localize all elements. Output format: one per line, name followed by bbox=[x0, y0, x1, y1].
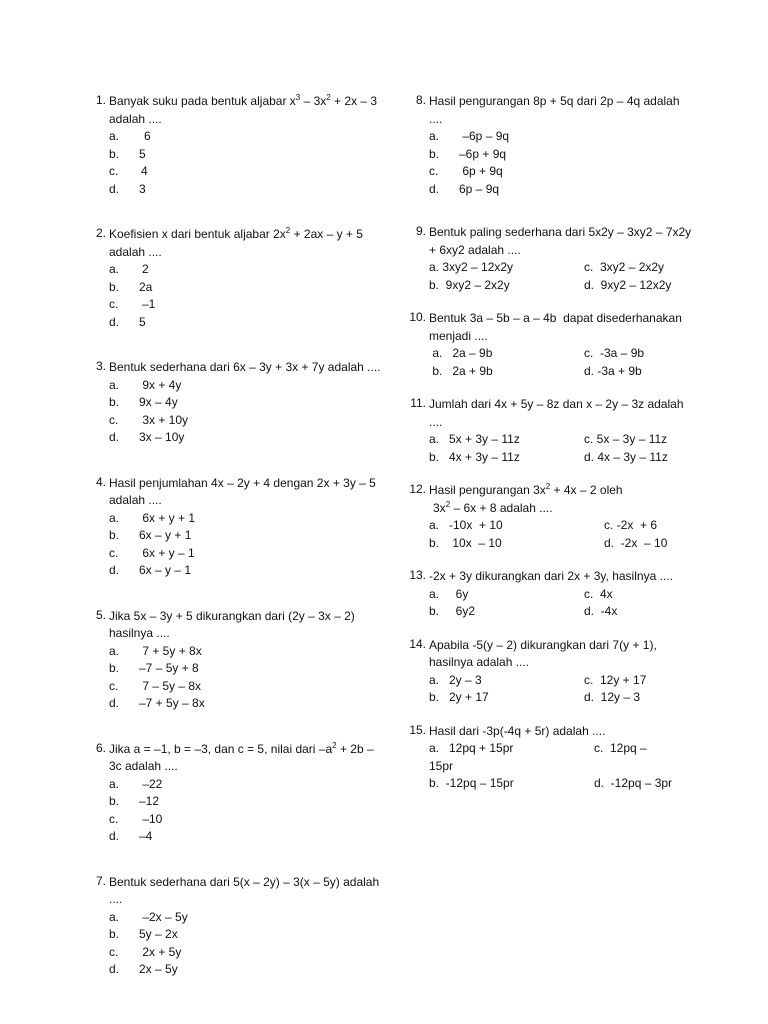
question-11 bbox=[404, 396, 694, 466]
option-b: b. –12 bbox=[109, 794, 160, 808]
option-c: c. –1 bbox=[109, 297, 156, 311]
question-text: -2x + 3y dikurangkan dari 2x + 3y, hasilnya .... bbox=[429, 569, 673, 583]
option-d: d. -12pq – 3pr bbox=[594, 776, 673, 790]
question-text: Hasil penjumlahan 4x – 2y + 4 dengan 2x + 3y – 5 adalah .... bbox=[109, 475, 376, 507]
option-a: a. 2a – 9b bbox=[429, 346, 493, 360]
question-number: 8. bbox=[415, 93, 426, 107]
question-text: Bentuk paling sederhana dari 5x2y – 3xy2 – 7x2y + 6xy2 adalah .... bbox=[429, 225, 692, 257]
answer-options bbox=[429, 740, 694, 758]
right-column bbox=[404, 93, 694, 793]
answer-options-2 bbox=[429, 775, 694, 793]
question-number: 3. bbox=[95, 359, 106, 373]
option-a: a. 5x + 3y – 11z bbox=[429, 432, 520, 446]
option-d: d. -2x – 10 bbox=[604, 535, 668, 550]
question-text: Jumlah dari 4x + 5y – 8z dan x – 2y – 3z adalah .... bbox=[429, 397, 684, 429]
option-c: c. 12y + 17 bbox=[584, 672, 647, 687]
option-c: c. 7 – 5y – 8x bbox=[109, 678, 202, 693]
question-text: Hasil pengurangan $3x^2 + 4x - 2$ oleh $3x^2 - 6x + 8$ adalah .... bbox=[429, 482, 623, 515]
option-b: b. -12pq – 15pr bbox=[429, 776, 514, 790]
answer-options bbox=[429, 672, 694, 707]
option-a: a. –6p – 9q bbox=[429, 129, 510, 143]
option-d: d. 6x – y – 1 bbox=[109, 563, 192, 577]
answer-options bbox=[109, 261, 384, 331]
left-column bbox=[84, 93, 384, 979]
option-a: a. 2y – 3 bbox=[429, 672, 482, 687]
question-number: 14. bbox=[409, 636, 426, 651]
answer-options bbox=[109, 377, 384, 447]
option-c: c. 4x bbox=[584, 586, 613, 601]
question-15 bbox=[404, 723, 694, 793]
question-text: Hasil pengurangan 8p + 5q dari 2p – 4q adalah .... bbox=[429, 94, 680, 126]
option-d: d. 3x – 10y bbox=[109, 430, 185, 444]
answer-options bbox=[109, 510, 384, 580]
question-8 bbox=[404, 93, 694, 198]
question-number: 13. bbox=[409, 568, 426, 582]
question-number: 1. bbox=[95, 93, 106, 107]
option-d: d. 5 bbox=[109, 314, 146, 329]
question-text: Banyak suku pada bentuk aljabar $x^3 - 3x^2 + 2x - 3$ adalah .... bbox=[109, 93, 378, 126]
option-d: d. 6p – 9q bbox=[429, 181, 500, 196]
question-number: 11. bbox=[410, 396, 426, 410]
option-d: d. -4x bbox=[584, 604, 618, 618]
answer-options bbox=[109, 128, 384, 198]
option-d: d. 4x – 3y – 11z bbox=[584, 449, 668, 464]
question-text: Koefisien x dari bentuk aljabar $2x^2 + 2ax - y + 5$ adalah .... bbox=[109, 226, 363, 259]
option-b: b. 10x – 10 bbox=[429, 535, 502, 550]
answer-options bbox=[429, 345, 694, 380]
option-c: c. -2x + 6 bbox=[604, 518, 658, 532]
option-b: b. 2a bbox=[109, 279, 153, 294]
option-a: a. –2x – 5y bbox=[109, 909, 188, 924]
question-7 bbox=[84, 874, 384, 979]
question-text: Jika a = –1, b = –3, dan c = 5, nilai dari $-a^2 + 2b - 3c$ adalah .... bbox=[109, 740, 374, 773]
option-a: a. 7 + 5y + 8x bbox=[109, 643, 202, 658]
option-a: a. 9x + 4y bbox=[109, 377, 182, 392]
question-text: Bentuk sederhana dari 6x – 3y + 3x + 7y adalah .... bbox=[109, 360, 381, 374]
option-a: a. 2 bbox=[109, 262, 149, 276]
option-b: b. 5 bbox=[109, 146, 146, 161]
option-c: c. 6p + 9q bbox=[429, 164, 503, 178]
answer-options bbox=[109, 909, 384, 979]
option-c: c. -3a – 9b bbox=[584, 346, 645, 360]
option-c: c. 12pq – bbox=[594, 741, 647, 755]
question-number: 2. bbox=[95, 226, 106, 240]
question-number: 7. bbox=[95, 873, 106, 888]
option-d: d. -3a + 9b bbox=[584, 363, 642, 378]
answer-options bbox=[429, 431, 694, 466]
question-13 bbox=[404, 568, 694, 621]
answer-options bbox=[429, 128, 694, 198]
option-c-continued: 15pr bbox=[429, 758, 454, 773]
option-c: c. 3xy2 – 2x2y bbox=[584, 260, 665, 274]
answer-options bbox=[109, 776, 384, 846]
option-d: d. 12y – 3 bbox=[584, 690, 641, 704]
option-d: d. –4 bbox=[109, 829, 153, 843]
option-c: c. –10 bbox=[109, 811, 163, 826]
option-b: b. 6x – y + 1 bbox=[109, 528, 192, 542]
option-a: a. 6x + y + 1 bbox=[109, 510, 196, 525]
option-a: a. 6y bbox=[429, 586, 469, 601]
option-b: b. 9x – 4y bbox=[109, 395, 178, 409]
question-text: Bentuk sederhana dari 5(x – 2y) – 3(x – 5y) adalah .... bbox=[109, 874, 380, 906]
option-c: c. 3x + 10y bbox=[109, 412, 189, 427]
option-d: d. 9xy2 – 12x2y bbox=[584, 277, 672, 292]
option-a: a. 6 bbox=[109, 129, 151, 143]
option-a: a. -10x + 10 bbox=[429, 518, 503, 532]
question-number: 10. bbox=[409, 310, 426, 324]
question-number: 6. bbox=[95, 740, 106, 755]
option-d: d. 2x – 5y bbox=[109, 962, 178, 976]
question-12 bbox=[404, 482, 694, 552]
question-text: Hasil dari -3p(-4q + 5r) adalah .... bbox=[429, 723, 606, 738]
option-c: c. 5x – 3y – 11z bbox=[584, 432, 668, 446]
option-d: d. –7 + 5y – 8x bbox=[109, 696, 205, 710]
option-b: b. 4x + 3y – 11z bbox=[429, 449, 520, 464]
answer-options bbox=[429, 517, 694, 552]
option-a: a. 12pq + 15pr bbox=[429, 741, 514, 755]
option-b: b. 2a + 9b bbox=[429, 363, 493, 378]
answer-options bbox=[109, 643, 384, 713]
question-text: Apabila -5(y – 2) dikurangkan dari 7(y + 1), hasilnya adalah .... bbox=[429, 637, 657, 669]
question-number: 4. bbox=[95, 474, 106, 489]
question-14 bbox=[404, 637, 694, 707]
option-a: a. –22 bbox=[109, 776, 163, 791]
question-6 bbox=[84, 741, 384, 846]
option-b: b. –6p + 9q bbox=[429, 146, 507, 161]
option-c: c. 4 bbox=[109, 164, 148, 178]
option-a: a. 3xy2 – 12x2y bbox=[429, 260, 514, 274]
option-c: c. 2x + 5y bbox=[109, 944, 182, 959]
question-number: 5. bbox=[95, 607, 106, 622]
question-2 bbox=[84, 226, 384, 331]
answer-options bbox=[429, 586, 694, 621]
question-3 bbox=[84, 359, 384, 447]
answer-options bbox=[429, 259, 694, 294]
question-text: Jika 5x – 3y + 5 dikurangkan dari (2y – 3x – 2) hasilnya .... bbox=[109, 608, 355, 640]
question-number: 12. bbox=[409, 482, 426, 496]
question-number: 9. bbox=[415, 224, 426, 238]
question-4 bbox=[84, 475, 384, 580]
option-d: d. 3 bbox=[109, 181, 146, 196]
question-9 bbox=[404, 224, 694, 294]
question-10 bbox=[404, 310, 694, 380]
option-b: b. 6y2 bbox=[429, 604, 476, 618]
question-text: Bentuk 3a – 5b – a – 4b dapat disederhanakan menjadi .... bbox=[429, 311, 686, 343]
option-b: b. 5y – 2x bbox=[109, 927, 178, 941]
question-1 bbox=[84, 93, 384, 198]
option-b: b. –7 – 5y + 8 bbox=[109, 661, 199, 675]
question-5 bbox=[84, 608, 384, 713]
option-b: b. 2y + 17 bbox=[429, 690, 489, 704]
option-c: c. 6x + y – 1 bbox=[109, 545, 195, 560]
option-b: b. 9xy2 – 2x2y bbox=[429, 277, 510, 292]
question-number: 15. bbox=[409, 722, 426, 737]
